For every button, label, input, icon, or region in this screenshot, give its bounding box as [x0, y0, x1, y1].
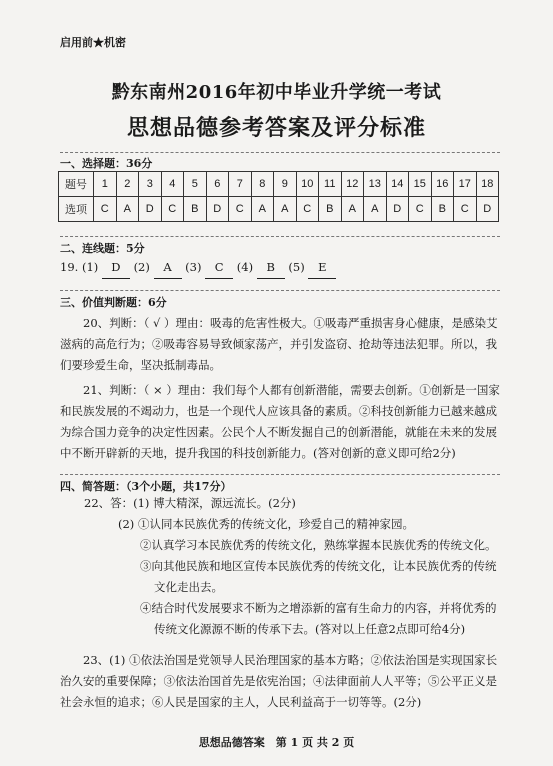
- table-cell-number: 11: [319, 172, 342, 197]
- section-divider: [60, 290, 500, 291]
- table-cell-number: 17: [454, 172, 477, 197]
- answer-q22-part1: 22、答：(1) 博大精深，源远流长。(2分): [84, 496, 296, 510]
- table-cell-number: 12: [341, 172, 364, 197]
- table-cell-answer: C: [229, 197, 252, 222]
- table-cell-answer: C: [161, 197, 184, 222]
- answer-blank: B: [257, 257, 285, 279]
- table-cell-number: 7: [229, 172, 252, 197]
- table-cell-number: 15: [409, 172, 432, 197]
- section-divider: [60, 236, 500, 237]
- answer-q20: 20、判断：（ √ ）理由：吸毒的危害性极大。①吸毒严重损害身心健康，是感染艾滋病的高危行为；②吸毒容易导致倾家荡产，并引发盗窃、抢劫等违法犯罪。所以，我们要珍爱生命，坚决抵制毒品。: [60, 316, 498, 372]
- answer-q22-point3-cont: 文化走出去。: [154, 580, 223, 594]
- section-heading-choice: 一、选择题：36分: [60, 157, 153, 170]
- answer-q22-point1: (2) ①认同本民族优秀的传统文化，珍爱自己的精神家园。: [118, 517, 414, 531]
- table-cell-number: 16: [431, 172, 454, 197]
- item-number: (5): [288, 260, 305, 274]
- table-cell-number: 18: [476, 172, 499, 197]
- choice-answer-table: [58, 171, 499, 222]
- matching-answers: [60, 257, 336, 279]
- table-cell-number: 4: [161, 172, 184, 197]
- answer-blank: E: [308, 257, 336, 279]
- table-cell-number: 9: [274, 172, 297, 197]
- table-cell-number: 6: [206, 172, 229, 197]
- table-cell-answer: D: [206, 197, 229, 222]
- table-cell-number: 3: [139, 172, 162, 197]
- table-cell-answer: C: [409, 197, 432, 222]
- section-divider: [60, 474, 500, 475]
- item-number: (4): [236, 260, 254, 274]
- table-row-label: 题号: [59, 172, 94, 197]
- table-row-answers: [59, 197, 499, 222]
- answer-blank: C: [205, 257, 233, 279]
- answer-blank: D: [102, 257, 130, 279]
- table-cell-number: 14: [386, 172, 409, 197]
- item-number: (1): [81, 260, 99, 274]
- document-title: 思想品德参考答案及评分标准: [126, 115, 426, 141]
- table-cell-answer: A: [341, 197, 364, 222]
- table-cell-answer: A: [274, 197, 297, 222]
- page-footer: 思想品德答案 第 1 页 共 2 页: [198, 736, 355, 749]
- exam-title: 黔东南州2016年初中毕业升学统一考试: [111, 82, 442, 103]
- table-cell-answer: D: [386, 197, 409, 222]
- table-cell-number: 8: [251, 172, 274, 197]
- table-cell-answer: B: [431, 197, 454, 222]
- table-cell-answer: B: [184, 197, 207, 222]
- table-cell-answer: A: [116, 197, 139, 222]
- section-heading-matching: 二、连线题：5分: [60, 242, 145, 255]
- table-cell-answer: B: [319, 197, 342, 222]
- answer-q23: 23、(1) ①依法治国是党领导人民治理国家的基本方略；②依法治国是实现国家长治久安的重要保障；③依法治国首先是依宪治国；④法律面前人人平等；⑤公平正义是社会永恒的追求；⑥人民是国家的主人，人民利益高于一切等等。(2分): [60, 653, 498, 709]
- section-divider: [60, 152, 500, 153]
- item-number: (2): [133, 260, 150, 274]
- item-number: (3): [185, 260, 202, 274]
- table-cell-number: 2: [116, 172, 139, 197]
- answer-q22-point3: ③向其他民族和地区宣传本民族优秀的传统文化，让本民族优秀的传统: [140, 559, 497, 573]
- table-row-label: 选项: [59, 197, 94, 222]
- table-cell-number: 10: [296, 172, 319, 197]
- section-heading-short-answer: 四、简答题：（3个小题，共17分）: [60, 480, 232, 493]
- table-cell-answer: C: [94, 197, 117, 222]
- table-cell-answer: D: [139, 197, 162, 222]
- answer-q22-point4: ④结合时代发展要求不断为之增添新的富有生命力的内容，并将优秀的: [140, 601, 497, 615]
- table-cell-answer: C: [296, 197, 319, 222]
- table-cell-answer: D: [476, 197, 499, 222]
- table-cell-number: 1: [94, 172, 117, 197]
- table-cell-number: 13: [364, 172, 387, 197]
- question-number: 19.: [60, 260, 79, 274]
- table-row-numbers: [59, 172, 499, 197]
- answer-blank: A: [154, 257, 182, 279]
- confidential-mark: 启用前★机密: [60, 36, 126, 49]
- table-cell-number: 5: [184, 172, 207, 197]
- answer-q21: 21、判断：（ × ）理由：我们每个人都有创新潜能，需要去创新。①创新是一国家和民族发展的不竭动力，也是一个现代人应该具备的素质。②科技创新能力已越来越成为综合国力竞争的决定性因素。公民个人不断发掘自己的创新潜能，就能在未来的发展中不断开辟新的天地，提升我国的科技创新能力。(答对创新的意义即可给2分): [60, 383, 500, 460]
- section-heading-judgment: 三、价值判断题：6分: [60, 296, 167, 309]
- answer-q22-point4-cont: 传统文化源源不断的传承下去。(答对以上任意2点即可给4分): [154, 622, 466, 636]
- table-cell-answer: A: [251, 197, 274, 222]
- answer-q22-point2: ②认真学习本民族优秀的传统文化，熟练掌握本民族优秀的传统文化。: [140, 538, 497, 552]
- table-cell-answer: C: [454, 197, 477, 222]
- table-cell-answer: A: [364, 197, 387, 222]
